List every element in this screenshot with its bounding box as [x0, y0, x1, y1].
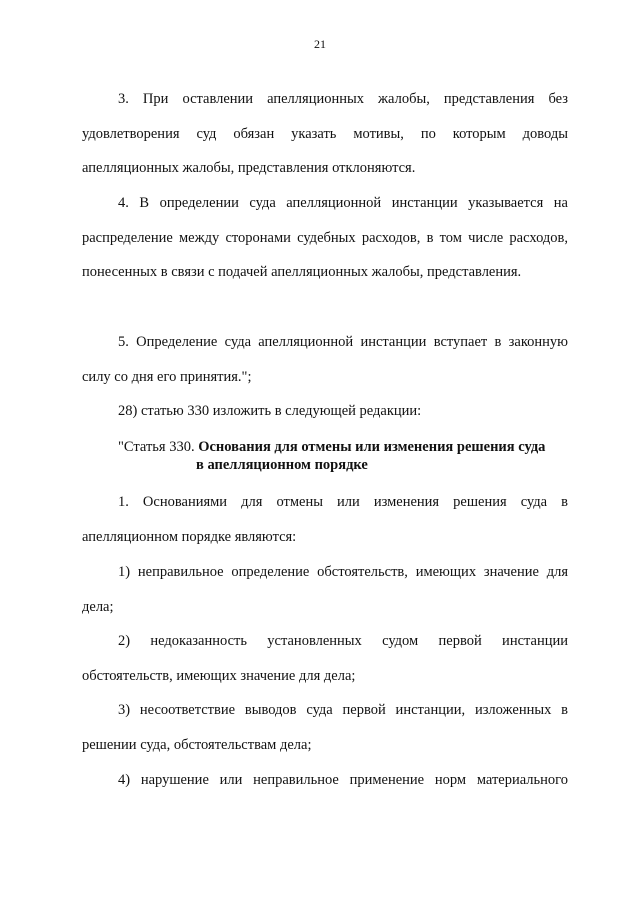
paragraph-4: 4. В определении суда апелляционной инстанции указывается на распределение между сторонами судебных расходов, в том числе расходов, понесенных в связи с подачей апелляционных жалобы, представления.	[82, 195, 568, 280]
amendment-item-28: 28) статью 330 изложить в следующей редакции:	[118, 403, 422, 419]
page-number: 21	[314, 37, 326, 51]
clause-1-2: 2) недоказанность установленных судом первой инстанции обстоятельств, имеющих значение для дела;	[82, 633, 568, 684]
paragraph-3: 3. При оставлении апелляционных жалобы, представления без удовлетворения суд обязан указать мотивы, по которым доводы апелляционных жалобы, представления отклоняются.	[82, 91, 568, 176]
article-title-line2: в апелляционном порядке	[196, 457, 368, 473]
clause-1-4: 4) нарушение или неправильное применение норм материального	[118, 772, 568, 788]
article-heading	[118, 438, 578, 474]
paragraph-5: 5. Определение суда апелляционной инстанции вступает в законную силу со дня его принятия.";	[82, 334, 568, 385]
article-prefix: "Статья 330.	[118, 439, 195, 455]
clause-1-1: 1) неправильное определение обстоятельств, имеющих значение для дела;	[82, 564, 568, 615]
clause-1: 1. Основаниями для отмены или изменения решения суда в апелляционном порядке являются:	[82, 494, 568, 545]
clause-1-3: 3) несоответствие выводов суда первой инстанции, изложенных в решении суда, обстоятельствам дела;	[82, 702, 568, 753]
article-title-line1: Основания для отмены или изменения решения суда	[198, 439, 546, 455]
